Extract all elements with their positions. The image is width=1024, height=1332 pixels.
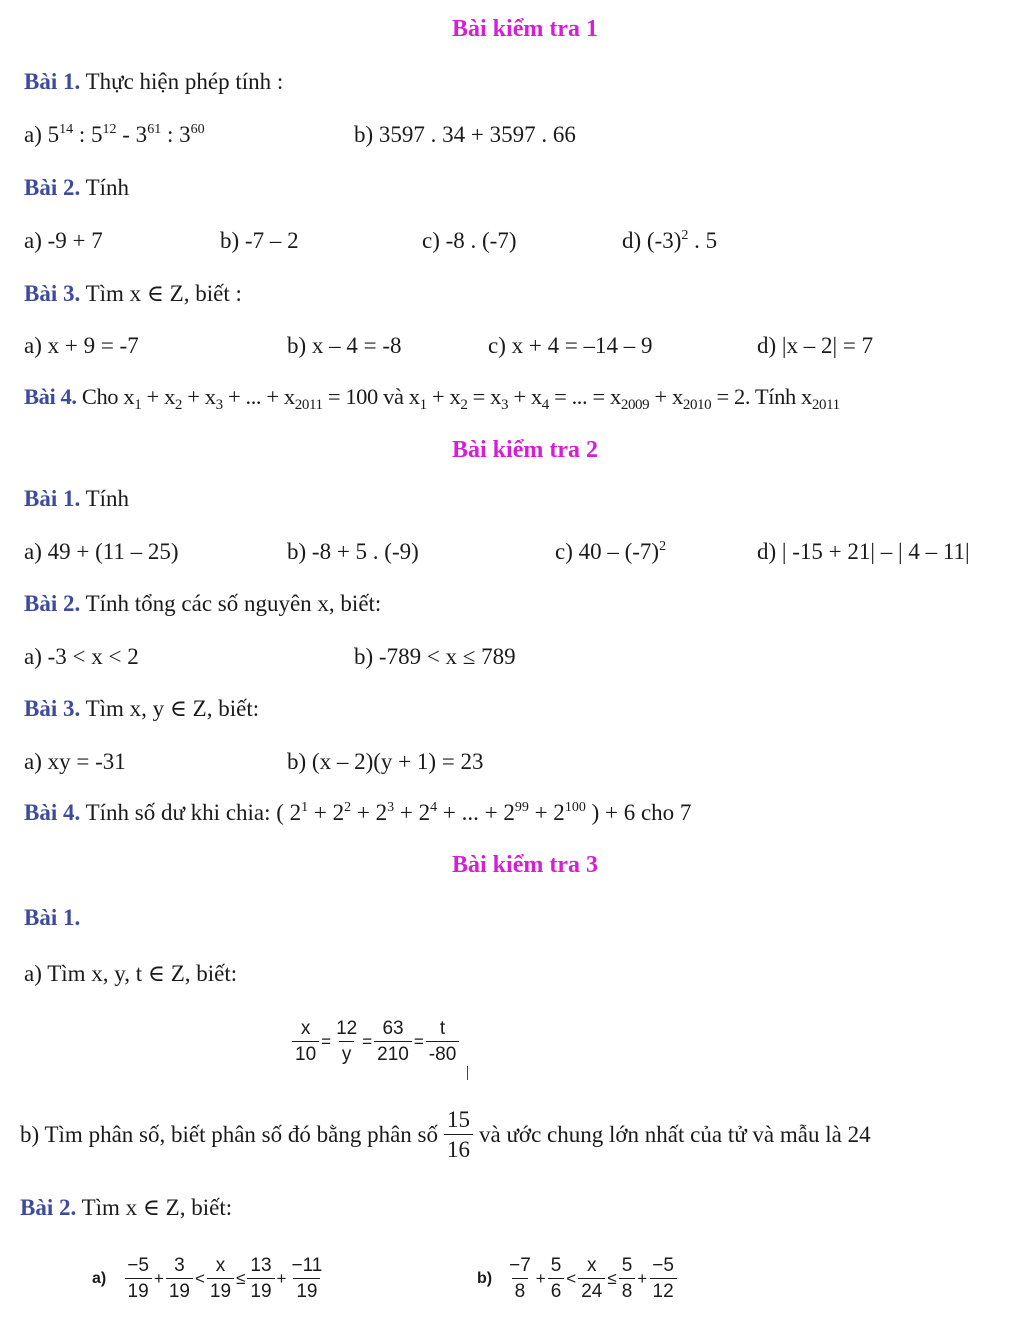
test2-p1-part-b: b) -8 + 5 . (-9)	[287, 539, 419, 564]
test1-p2-part-c: c) -8 . (-7)	[422, 228, 517, 253]
test3-p2-part-a: a) $\frac{-5}{19}$ + $\frac{3}{19}$ < $\frac{x}{19}$ ≤ $\frac{13}{19}$ + $\frac{-11}{19}$	[92, 1255, 323, 1302]
problem-text: Thực hiện phép tính :	[80, 69, 284, 94]
test2-p3-part-b: b) (x – 2)(y + 1) = 23	[287, 749, 484, 774]
test2-p1-part-a: a) 49 + (11 – 25)	[24, 539, 179, 564]
fraction: $\frac{63}{210}$	[374, 1019, 412, 1064]
test1-p2-part-a: a) -9 + 7	[24, 228, 103, 253]
test2-p1-part-c: c) $40 - (-7)^2$	[555, 539, 667, 564]
test2-p3-part-a: a) xy = -31	[24, 749, 126, 774]
test3-title: Bài kiểm tra 3	[452, 852, 598, 878]
test1-p1-part-a: a) $5^{14}$ : $5^{12} - 3^{61}$ : $3^{60}$	[24, 122, 205, 147]
test3-p1-part-a: a) Tìm x, y, t ∈ Z, biết:	[24, 961, 238, 986]
test3-p2-part-b: b) $\frac{-7}{8}$ + $\frac{5}{6}$ < $\frac{x}{24}$ ≤ $\frac{5}{8}$ + $\frac{-5}{12}$	[477, 1256, 677, 1301]
test1-problem3-heading: Bài 3. Tìm x ∈ Z, biết :	[24, 281, 242, 306]
test2-problem4: Bài 4. Tính số dư khi chia: ( $2^1 + 2^2 + 2^3 + 2^4$ + ... + $2^{99} + 2^{100}$ ) + 6 cho 7	[24, 800, 692, 825]
test3-p1-equation: $\frac{x}{10}$ = $\frac{12}{y}$ = $\frac{63}{210}$ = $\frac{t}{-80}$	[292, 1019, 459, 1064]
test2-problem3-heading: Bài 3. Tìm x, y ∈ Z, biết:	[24, 696, 260, 721]
fraction: $\frac{12}{y}$	[336, 1018, 358, 1065]
fraction: $\frac{t}{-80}$	[426, 1019, 459, 1064]
fraction: $\frac{x}{10}$	[292, 1019, 319, 1064]
test1-p3-part-c: c) x + 4 = –14 – 9	[488, 333, 653, 358]
test1-p1-part-b: b) 3597 . 34 + 3597 . 66	[354, 122, 576, 147]
test2-p1-part-d: d) | -15 + 21| – | 4 – 11|	[757, 539, 970, 564]
test1-p2-part-b: b) -7 – 2	[220, 228, 299, 253]
test3-problem1-heading: Bài 1.	[24, 905, 81, 930]
test1-problem2-heading: Bài 2. Tính	[24, 175, 130, 200]
test1-p2-part-d: d) $(-3)^2$ . 5	[622, 228, 718, 253]
test1-title: Bài kiểm tra 1	[452, 16, 598, 42]
test1-p3-part-a: a) x + 9 = -7	[24, 333, 139, 358]
test2-p2-part-a: a) -3 < x < 2	[24, 644, 139, 669]
test2-p2-part-b: b) -789 < x ≤ 789	[354, 644, 516, 669]
problem-label: Bài 1.	[24, 69, 81, 94]
fraction: $\frac{15}{16}$	[444, 1108, 473, 1161]
test1-problem1-heading	[24, 70, 283, 93]
test1-problem4: Bài 4. Cho $x_1 + x_2 + x_3$ + ... + $x_{2011} = 100$ và $x_1 + x_2 = x_3 + x_4$ = ... = $x_{2009} + x_{2010} = 2$. Tính $x_{2011}$	[24, 384, 840, 413]
test2-problem1-heading: Bài 1. Tính	[24, 486, 130, 511]
test3-p1-part-b: b) Tìm phân số, biết phân số đó bằng phân số $\frac{15}{16}$ và ước chung lớn nhất của tử và mẫu là 24	[20, 1107, 871, 1162]
test1-p3-part-b: b) x – 4 = -8	[287, 333, 402, 358]
test1-p3-part-d: d) |x – 2| = 7	[757, 333, 874, 358]
test3-problem2-heading: Bài 2. Tìm x ∈ Z, biết:	[20, 1195, 233, 1220]
test2-title: Bài kiểm tra 2	[452, 437, 598, 463]
test2-problem2-heading: Bài 2. Tính tổng các số nguyên x, biết:	[24, 591, 382, 616]
text-cursor-mark	[467, 1066, 468, 1080]
